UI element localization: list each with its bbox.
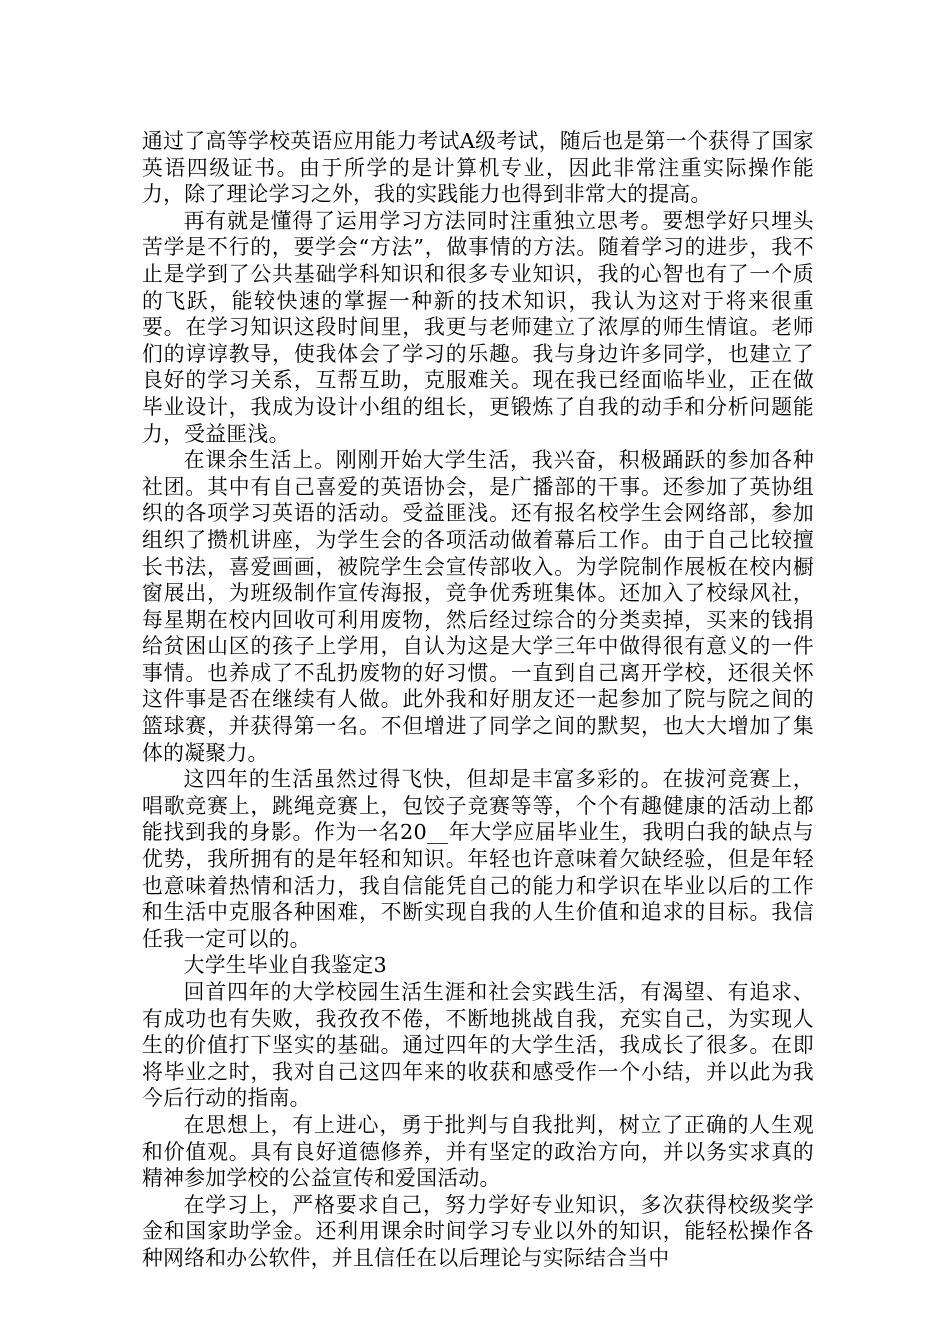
document-body <box>142 128 814 1272</box>
paragraph-four-years: 这四年的生活虽然过得飞快，但却是丰富多彩的。在拔河竞赛上，唱歌竞赛上，跳绳竞赛上，包饺子竞赛等等，个个有趣健康的活动上都能找到我的身影。作为一名20__年大学应届毕业生，我明白我的缺点与优势，我所拥有的是年轻和知识。年轻也许意味着欠缺经验，但是年轻也意味着热情和活力，我自信能凭自己的能力和学识在毕业以后的工作和生活中克服各种困难，不断实现自我的人生价值和追求的目标。我信任我一定可以的。 <box>142 767 814 951</box>
paragraph-extracurricular: 在课余生活上。刚刚开始大学生活，我兴奋，积极踊跃的参加各种社团。其中有自己喜爱的英语协会，是广播部的干事。还参加了英协组织的各项学习英语的活动。受益匪浅。还有报名校学生会网络部，参加组织了攒机讲座，为学生会的各项活动做着幕后工作。由于自己比较擅长书法，喜爱画画，被院学生会宣传部收入。为学院制作展板在校内橱窗展出，为班级制作宣传海报，竞争优秀班集体。还加入了校绿风社，每星期在校内回收可利用废物，然后经过综合的分类卖掉，买来的钱捐给贫困山区的孩子上学用，自认为这是大学三年中做得很有意义的一件事情。也养成了不乱扔废物的好习惯。一直到自己离开学校，还很关怀这件事是否在继续有人做。此外我和好朋友还一起参加了院与院之间的篮球赛，并获得第一名。不但增进了同学之间的默契，也大大增加了集体的凝聚力。 <box>142 448 814 765</box>
paragraph-study-method: 再有就是懂得了运用学习方法同时注重独立思考。要想学好只埋头苦学是不行的，要学会“方法”，做事情的方法。随着学习的进步，我不止是学到了公共基础学科知识和很多专业知识，我的心智也有了一个质的飞跃，能较快速的掌握一种新的技术知识，我认为这对于将来很重要。在学习知识这段时间里，我更与老师建立了浓厚的师生情谊。老师们的谆谆教导，使我体会了学习的乐趣。我与身边许多同学，也建立了良好的学习关系，互帮互助，克服难关。现在我已经面临毕业，正在做毕业设计，我成为设计小组的组长，更锻炼了自我的动手和分析问题能力，受益匪浅。 <box>142 208 814 446</box>
paragraph-study: 在学习上，严格要求自己，努力学好专业知识，多次获得校级奖学金和国家助学金。还利用课余时间学习专业以外的知识，能轻松操作各种网络和办公软件，并且信任在以后理论与实际结合当中 <box>142 1192 814 1270</box>
paragraph-english-exam: 通过了高等学校英语应用能力考试A级考试，随后也是第一个获得了国家英语四级证书。由于所学的是计算机专业，因此非常注重实际操作能力，除了理论学习之外，我的实践能力也得到非常大的提高。 <box>142 129 814 207</box>
paragraph-review: 回首四年的大学校园生活生涯和社会实践生活，有渴望、有追求、有成功也有失败，我孜孜不倦，不断地挑战自我，充实自己，为实现人生的价值打下坚实的基础。通过四年的大学生活，我成长了很多。在即将毕业之时，我对自己这四年来的收获和感受作一个小结，并以此为我今后行动的指南。 <box>142 980 814 1111</box>
paragraph-ideology: 在思想上，有上进心，勇于批判与自我批判，树立了正确的人生观和价值观。具有良好道德修养，并有坚定的政治方向，并以务实求真的精神参加学校的公益宣传和爱国活动。 <box>142 1112 814 1191</box>
section-heading: 大学生毕业自我鉴定3 <box>183 953 387 978</box>
